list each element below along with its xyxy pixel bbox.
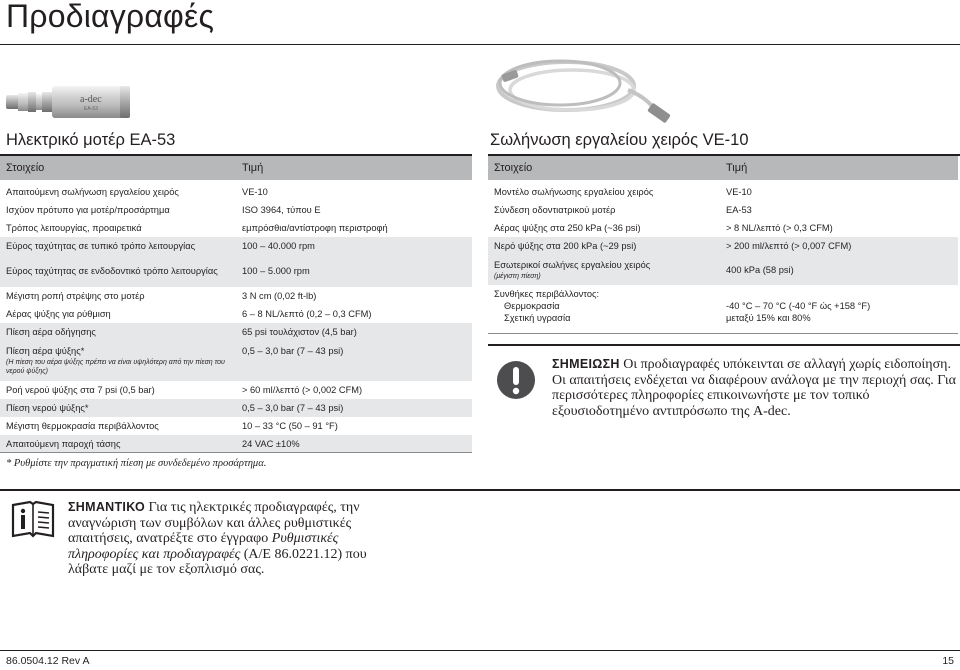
motor-header-item: Στοιχείο — [0, 156, 236, 180]
motor-code-text: EA-53 — [84, 106, 98, 112]
important-doc-title: Ρυθμιστικές πληροφορίες και προδιαγραφές — [68, 531, 339, 562]
motor-image — [4, 78, 134, 128]
info-book-icon — [10, 500, 56, 542]
row-value: VE-10 — [720, 183, 958, 201]
row-item-text: Πίεση αέρα ψύξης* — [6, 346, 85, 356]
row-value: 0,5 – 3,0 bar (7 – 43 psi) — [236, 341, 472, 381]
row-item-note: (μέγιστη πίεση) — [494, 272, 541, 280]
row-value: 100 – 40.000 rpm — [236, 237, 472, 255]
table-row — [0, 287, 472, 305]
row-item — [488, 255, 720, 285]
footer-page-number: 15 — [942, 655, 954, 667]
table-row — [488, 219, 958, 237]
motor-brand-text: a-dec — [80, 94, 102, 105]
motor-table-bottom-rule — [0, 452, 472, 453]
row-value: 3 N cm (0,02 ft-lb) — [236, 287, 472, 305]
footer-rule — [0, 650, 960, 651]
row-value — [720, 285, 958, 329]
row-value: 10 – 33 °C (50 – 91 °F) — [236, 417, 472, 435]
note-keyword: ΣΗΜΕΙΩΣΗ — [552, 357, 620, 371]
footer-doc-number: 86.0504.12 Rev A — [6, 655, 90, 667]
title-rule — [0, 44, 960, 45]
note-text: Οι προδιαγραφές υπόκεινται σε αλλαγή χωρίς ειδοποίηση. Οι απαιτήσεις ενδέχεται να διαφέρουν ανάλογα με την περιοχή σας. Για περισσότερες πληροφορίες επικοινωνήστε με τον τοπικό εξουσιοδοτημένο αντιπρόσωπο της A-dec. — [552, 357, 956, 419]
row-value-temperature: -40 °C – 70 °C (-40 °F ώς +158 °F) — [726, 301, 871, 311]
row-item: Τρόπος λειτουργίας, προαιρετικά — [0, 219, 236, 237]
row-item: Αέρας ψύξης στα 250 kPa (~36 psi) — [488, 219, 720, 237]
table-row — [0, 183, 472, 201]
important-text-b: (A/E 86.0221.12) που λάβατε μαζί με τον εξοπλισμό σας. — [68, 546, 367, 578]
row-value: > 8 NL/λεπτό (> 0,3 CFM) — [720, 219, 958, 237]
table-row — [0, 399, 472, 417]
tubing-header-value: Τιμή — [720, 156, 958, 180]
row-item: Μέγιστη ροπή στρέψης στο μοτέρ — [0, 287, 236, 305]
row-item: Μέγιστη θερμοκρασία περιβάλλοντος — [0, 417, 236, 435]
row-item: Εύρος ταχύτητας σε τυπικό τρόπο λειτουργίας — [0, 237, 236, 255]
row-item-temperature: Θερμοκρασία — [504, 301, 560, 311]
table-row — [0, 435, 472, 453]
table-row — [0, 381, 472, 399]
row-item — [0, 341, 236, 381]
row-value: EA-53 — [720, 201, 958, 219]
important-text-a: Για τις ηλεκτρικές προδιαγραφές, την αναγνώριση των συμβόλων και άλλες ρυθμιστικές απαιτήσεις, ανατρέξτε στο έγγραφο — [68, 500, 360, 547]
row-value: 65 psi τουλάχιστον (4,5 bar) — [236, 323, 472, 341]
row-value: 400 kPa (58 psi) — [720, 255, 958, 285]
row-item: Πίεση αέρα οδήγησης — [0, 323, 236, 341]
row-value: VE-10 — [236, 183, 472, 201]
tubing-spec-table — [488, 156, 958, 329]
tubing-header-item: Στοιχείο — [488, 156, 720, 180]
important-top-rule — [0, 489, 960, 491]
table-row — [0, 201, 472, 219]
tubing-section-title: Σωλήνωση εργαλείου χειρός VE-10 — [490, 131, 749, 149]
table-row — [488, 285, 958, 329]
table-row — [0, 305, 472, 323]
row-value: > 60 ml/λεπτό (> 0,002 CFM) — [236, 381, 472, 399]
tubing-image — [488, 50, 688, 132]
important-keyword: ΣΗΜΑΝΤΙΚΟ — [68, 500, 145, 514]
row-item-humidity: Σχετική υγρασία — [504, 313, 571, 323]
table-row — [0, 417, 472, 435]
table-row — [488, 183, 958, 201]
row-item: Εύρος ταχύτητας σε ενδοδοντικό τρόπο λειτουργίας — [0, 255, 236, 287]
row-item-text: Συνθήκες περιβάλλοντος: — [494, 289, 600, 299]
row-item: Απαιτούμενη παροχή τάσης — [0, 435, 236, 453]
row-item: Ισχύον πρότυπο για μοτέρ/προσάρτημα — [0, 201, 236, 219]
table-row — [0, 255, 472, 287]
warning-icon — [496, 360, 536, 400]
row-item: Νερό ψύξης στα 200 kPa (~29 psi) — [488, 237, 720, 255]
motor-spec-table — [0, 156, 472, 453]
row-value: ISO 3964, τύπου E — [236, 201, 472, 219]
row-value: εμπρόσθια/αντίστροφη περιστροφή — [236, 219, 472, 237]
table-row — [0, 323, 472, 341]
table-row — [488, 237, 958, 255]
row-value: 0,5 – 3,0 bar (7 – 43 psi) — [236, 399, 472, 417]
row-item: Αέρας ψύξης για ρύθμιση — [0, 305, 236, 323]
table-row — [488, 201, 958, 219]
table-row — [0, 219, 472, 237]
tubing-table-bottom-rule — [488, 333, 958, 334]
note-top-rule — [488, 344, 960, 346]
table-row — [488, 255, 958, 285]
table-row — [0, 237, 472, 255]
row-value: 6 – 8 NL/λεπτό (0,2 – 0,3 CFM) — [236, 305, 472, 323]
row-item-note: (Η πίεση του αέρα ψύξης πρέπει να είναι υψηλότερη από την πίεση του νερού ψύξης) — [6, 359, 225, 375]
row-item: Ροή νερού ψύξης στα 7 psi (0,5 bar) — [0, 381, 236, 399]
row-item: Σύνδεση οδοντιατρικού μοτέρ — [488, 201, 720, 219]
note-block — [552, 357, 956, 419]
row-item: Απαιτούμενη σωλήνωση εργαλείου χειρός — [0, 183, 236, 201]
motor-footnote: * Ρυθμίστε την πραγματική πίεση με συνδεδεμένο προσάρτημα. — [6, 458, 267, 469]
row-value: 24 VAC ±10% — [236, 435, 472, 453]
row-value-humidity: μεταξύ 15% και 80% — [726, 313, 811, 323]
row-item-text: Εσωτερικοί σωλήνες εργαλείου χειρός — [494, 259, 651, 270]
row-item: Μοντέλο σωλήνωσης εργαλείου χειρός — [488, 183, 720, 201]
motor-section-title: Ηλεκτρικό μοτέρ EA-53 — [6, 131, 176, 149]
row-value: 100 – 5.000 rpm — [236, 255, 472, 287]
row-item: Πίεση νερού ψύξης* — [0, 399, 236, 417]
page-title: Προδιαγραφές — [6, 0, 215, 34]
row-value: > 200 ml/λεπτό (> 0,007 CFM) — [720, 237, 958, 255]
important-block — [68, 500, 408, 578]
row-item — [488, 285, 720, 329]
motor-header-value: Τιμή — [236, 156, 472, 180]
table-row — [0, 341, 472, 381]
